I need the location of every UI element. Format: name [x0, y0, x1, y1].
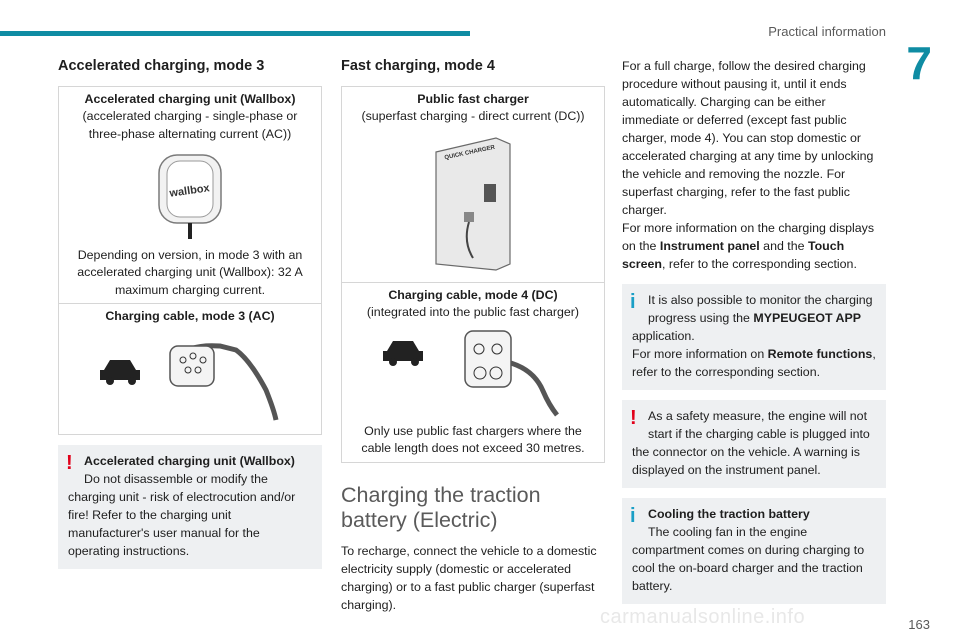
mode4-title: Fast charging, mode 4 [341, 58, 495, 74]
warning-heading: Accelerated charging unit (Wallbox) [84, 454, 295, 469]
warning-icon: ! [630, 406, 637, 429]
page-number: 163 [908, 617, 930, 632]
displays-paragraph: For more information on the charging displays on the Instrument panel and the Touch screen, refer to the corresponding section. [622, 220, 875, 271]
warning-icon: ! [66, 452, 73, 475]
fast-charger-heading: Public fast charger [417, 92, 529, 106]
info-icon: i [630, 504, 636, 527]
remote-functions-ref: Remote functions [767, 346, 873, 361]
warning-rest: charging unit - risk of electrocution and/or fire! Refer to the charging unit manufacturer's user manual for the operating instructions. [68, 490, 296, 559]
wallbox-illustration [145, 149, 235, 241]
charger-sign-text: QUICK CHARGER [444, 144, 496, 162]
app-info-note: i It is also possible to monitor the charging progress using the MYPEUGEOT APP application. For more information on Remote functions, refer to the corresponding section. [622, 284, 886, 390]
charging-intro: To recharge, connect the vehicle to a domestic electricity supply (domestic or accelerated charging) or to a fast public charger (superfast charging). [341, 543, 597, 612]
mode3-title: Accelerated charging, mode 3 [58, 58, 265, 74]
wallbox-heading: Accelerated charging unit (Wallbox) [84, 92, 296, 106]
cooling-info-note: i Cooling the traction battery The cooling fan in the engine compartment comes on during charging to cool the on-board charger and the traction battery. [622, 498, 886, 604]
mode3-cable-heading: Charging cable, mode 3 (AC) [105, 309, 275, 324]
warning-line1: Do not disassemble or modify the [84, 472, 268, 487]
safety-warning-note: ! As a safety measure, the engine will not start if the charging cable is plugged into the connector on the vehicle. A warning is displayed on the instrument panel. [622, 400, 886, 488]
wallbox-logo-text: wallbox [168, 182, 211, 200]
chapter-number: 7 [906, 37, 932, 89]
column-middle [341, 58, 605, 615]
mode4-cable-cell [342, 283, 604, 462]
section-header: Practical information [768, 24, 886, 39]
cooling-heading: Cooling the traction battery [648, 506, 810, 521]
touch-screen-ref: Touch screen [622, 238, 845, 271]
mode4-cable-heading: Charging cable, mode 4 (DC) [388, 287, 558, 302]
column-right [622, 58, 886, 604]
mode3-cable-illustration [70, 326, 310, 422]
instrument-panel-ref: Instrument panel [659, 238, 760, 253]
watermark: carmanualsonline.info [600, 606, 806, 628]
mode4-cable-illustration [353, 321, 593, 417]
wallbox-cell [59, 87, 321, 304]
mode4-cable-caption: Only use public fast chargers where the cable length does not exceed 30 metres. [361, 423, 585, 456]
car-icon [383, 341, 423, 366]
full-charge-paragraph: For a full charge, follow the desired charging procedure without pausing it, until it ends automatically. Charging can be either immediate or deferred (except fast public charger, mode 4). You can stop domestic or accelerated charging at any time by unlocking the vehicle and removing the nozzle. For superfast charging, refer to the fast public charger. [622, 59, 874, 217]
column-left [58, 58, 322, 569]
mode3-table [58, 86, 322, 435]
fast-charger-subtitle: (superfast charging - direct current (DC)) [361, 109, 585, 124]
mode4-table [341, 86, 605, 463]
info-icon: i [630, 290, 636, 313]
wallbox-caption: Depending on version, in mode 3 with an accelerated charging unit (Wallbox): 32 A maximum charging current. [77, 248, 303, 297]
wallbox-warning [58, 445, 322, 569]
fast-charger-illustration [428, 132, 518, 272]
charging-section-title: Charging the traction battery (Electric) [341, 482, 541, 532]
mode3-cable-cell [59, 304, 321, 434]
car-icon [100, 360, 140, 385]
app-name: MYPEUGEOT APP [753, 310, 862, 325]
fast-charger-cell [342, 87, 604, 283]
header-accent-bar [0, 31, 470, 36]
wallbox-subtitle: (accelerated charging - single-phase or three-phase alternating current (AC)) [82, 109, 298, 141]
mode4-cable-subtitle: (integrated into the public fast charger) [366, 305, 580, 320]
